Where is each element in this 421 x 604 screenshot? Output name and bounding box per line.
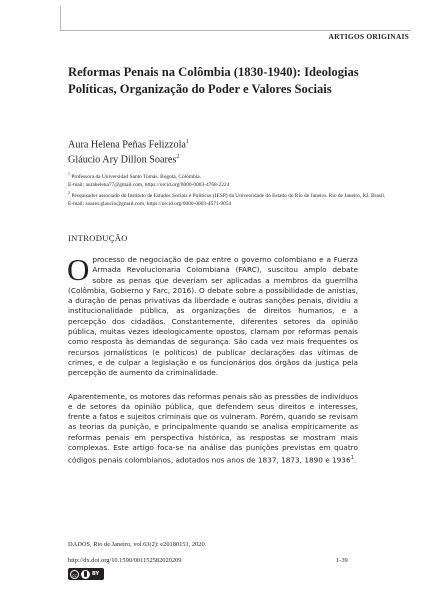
author: Aura Helena Peñas Felizzola$^1$ [68, 139, 189, 151]
cc-icon: cc [70, 570, 79, 579]
affiliation-email: E-mail: aurahelena77@gmail.com, https://orcid.org/0000-0003-4768-2224 [68, 181, 230, 188]
article-title: Reformas Penais na Colômbia (1830-1940): Ideologias Políticas, Organização do Poder e Valores Sociais [68, 65, 359, 96]
attribution-icon [81, 570, 90, 579]
section-heading: INTRODUÇÃO [68, 233, 128, 243]
page-range: 1-39 [336, 557, 348, 564]
creative-commons-by-icon[interactable] [68, 568, 104, 580]
journal-citation: DADOS, Rio de Janeiro, vol.63(2): e20180151, 2020. [68, 541, 207, 548]
affiliation: $^1$ Professora da Universidad Santo Tomás. Bogotá, Colômbia. [68, 171, 201, 180]
doi-link[interactable]: http://dx.doi.org/10.1590/001152582020209 [68, 557, 182, 564]
affiliation: $^2$ Pesquisador associado do Instituto de Estudos Sociais e Políticos (IESP) da Universidade do Estado do Rio de Janeiro. Rio de Janeiro, RJ. Brasil. [68, 189, 386, 199]
license-label: BY [92, 571, 100, 577]
article-body [67, 252, 358, 479]
affiliation-email: E-mail: soares.glaucio@gmail.com, https://orcid.org/0000-0003-4571-9054 [68, 200, 232, 207]
footnote-mark[interactable]: 1 [350, 455, 354, 462]
author: Gláucio Ary Dillon Soares$^2$ [68, 154, 180, 166]
affiliations [68, 170, 398, 208]
drop-cap: O [67, 252, 90, 287]
header-rule [60, 6, 411, 31]
paragraph: Oprocesso de negociação de paz entre o governo colombiano e a Fuerza Armada Revolucionaria Colombiana (FARC), suscitou amplo debate sobre as penas que deveriam ser aplicadas a membros da guerrilha (Colômbia, Gobierno y Farc, 2016). O debate sobre a possibilidade de anistias, a duração de penas privativas da liberdade e outras sanções penais, dividiu a institucionalidade pública, as organizações de direitos humanos, e a percepção dos cidadãos. Constantemente, diferentes setores da opinião pública, muitas vezes ideologicamente opostos, clamam por reformas penais como resposta às demandas de segurança. São cada vez mais frequentes os recursos jornalísticos (e políticos) de publicar declarações das vítimas de crimes, e de culpar a legislação e os funcionários dos órgãos da justiça pela percepção de aumento da criminalidade. [67, 252, 358, 378]
paragraph: Aparentemente, os motores das reformas penais são as pressões de indivíduos e de setores da opinião pública, que defendem seus direitos e interesses, frente a fatos e sujeitos criminais que os vulneram. Porém, quando se revisam as teorias da punição, e principalmente quando se analisa empiricamente as reformas penais em perspectiva histórica, as respostas se mostram mais complexas. Este artigo foca-se na análise das punições previstas em quatro códigos penais colombianos, adotados nos anos de 1837, 1873, 1890 e 1936$^1$. [68, 391, 358, 465]
section-label: ARTIGOS ORIGINAIS [328, 32, 409, 41]
author-list [68, 136, 189, 167]
